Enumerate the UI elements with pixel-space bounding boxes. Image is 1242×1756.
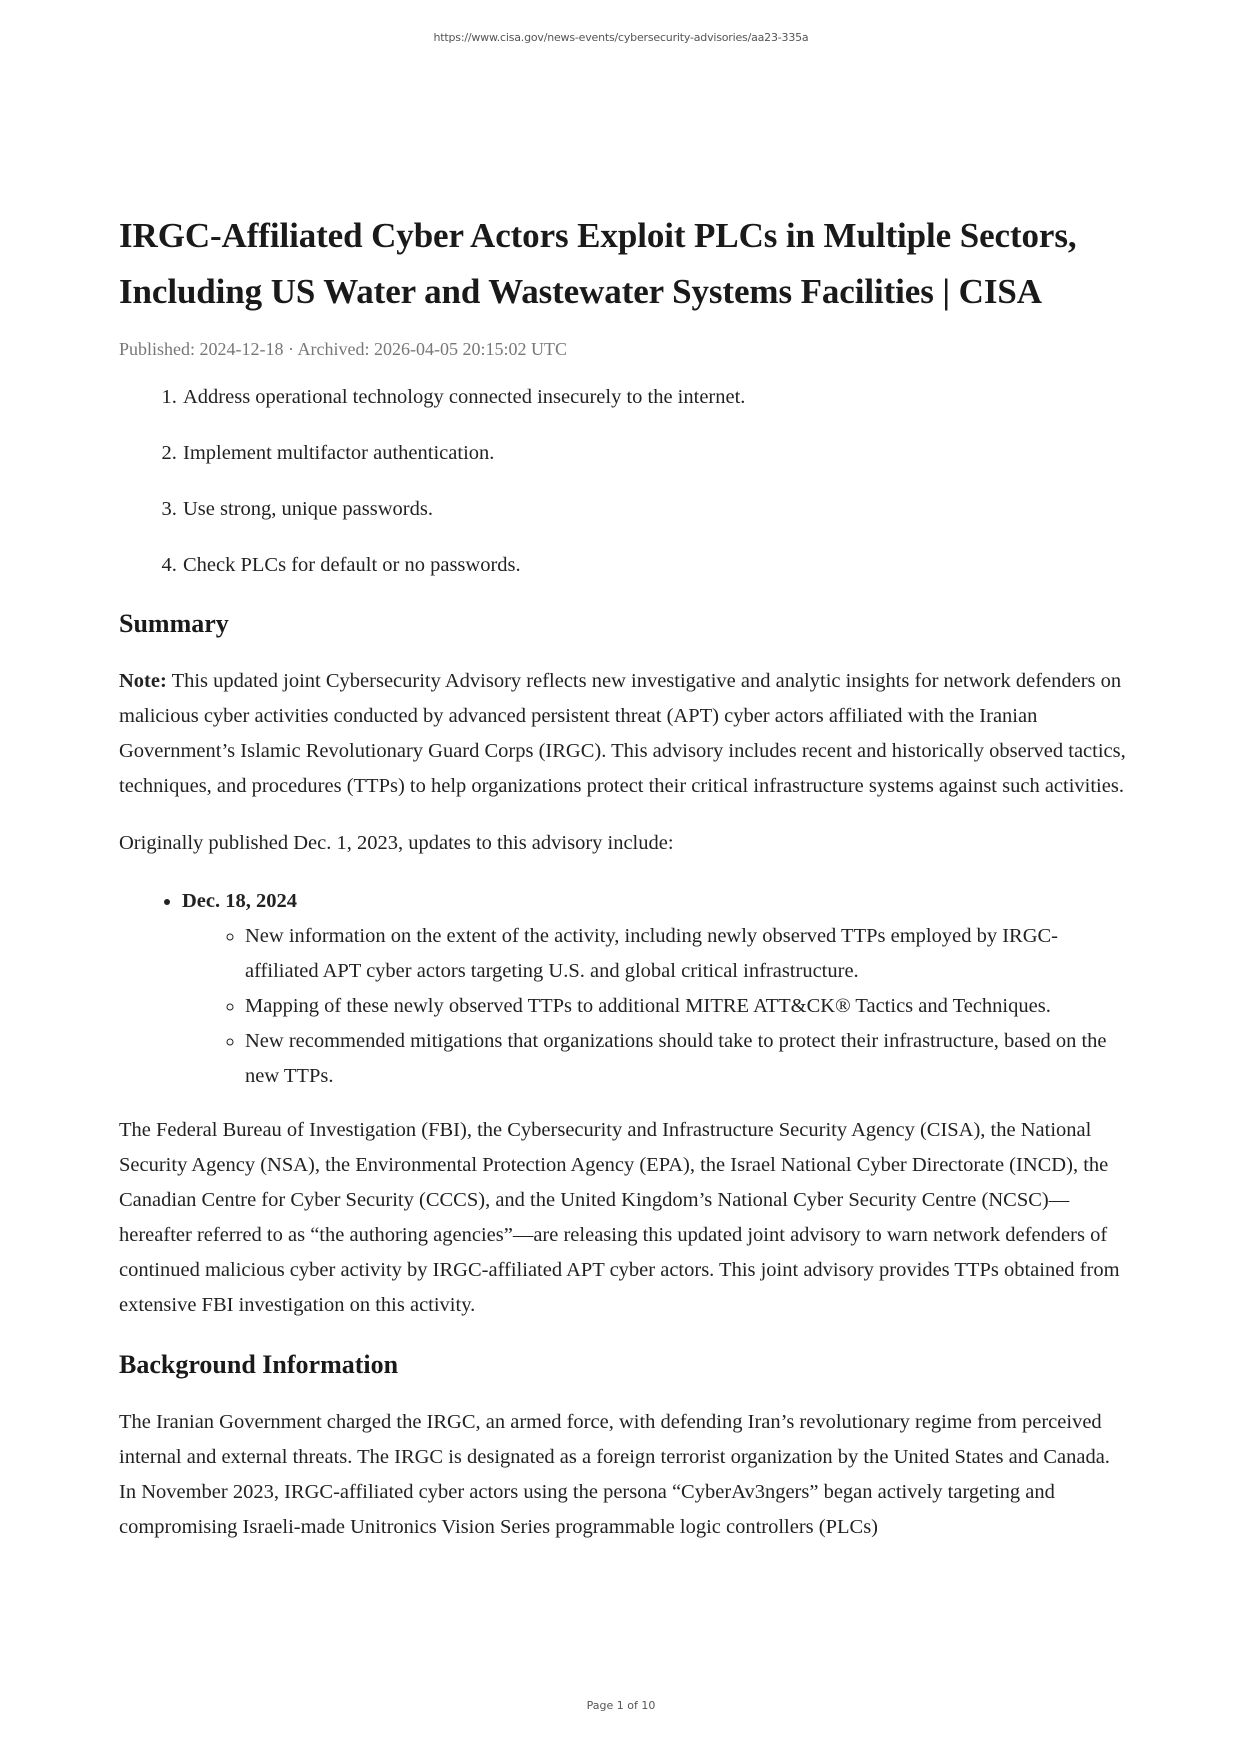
list-item: 1. Address operational technology connected insecurely to the internet. — [182, 382, 1129, 412]
section-heading-summary: Summary — [119, 609, 229, 638]
update-sublist — [182, 919, 1129, 1094]
page-number: Page 1 of 10 — [586, 1699, 656, 1712]
list-item: ◦ Mapping of these newly observed TTPs to additional MITRE ATT&CK® Tactics and Techniques. — [245, 989, 1129, 1024]
note-paragraph — [119, 664, 1129, 804]
list-item: ◦ New recommended mitigations that organizations should take to protect their infrastructure, based on the new TTPs. — [245, 1024, 1129, 1094]
background-paragraph: The Iranian Government charged the IRGC, an armed force, with defending Iran’s revolutionary regime from perceived internal and external threats. The IRGC is designated as a foreign terrorist organization by the United States and Canada. In November 2023, IRGC-affiliated cyber actors using the persona “CyberAv3ngers” began actively targeting and compromising Israeli-made Unitronics Vision Series programmable logic controllers (PLCs) — [119, 1411, 1110, 1538]
publish-meta: Published: 2024-12-18 · Archived: 2026-04-05 20:15:02 UTC — [119, 339, 567, 359]
list-item: ◦ New information on the extent of the activity, including newly observed TTPs employed by IRGC-affiliated APT cyber actors targeting U.S. and global critical infrastructure. — [245, 919, 1129, 989]
list-item: 4. Check PLCs for default or no passwords. — [182, 550, 1129, 580]
originally-published-paragraph: Originally published Dec. 1, 2023, updates to this advisory include: — [119, 832, 674, 854]
list-item: 2. Implement multifactor authentication. — [182, 438, 1129, 468]
update-entry — [182, 884, 1129, 1094]
page-url-header: https://www.cisa.gov/news-events/cybersecurity-advisories/aa23-335a — [433, 31, 809, 44]
section-heading-background: Background Information — [119, 1350, 399, 1379]
agencies-paragraph: The Federal Bureau of Investigation (FBI), the Cybersecurity and Infrastructure Security Agency (CISA), the National Security Agency (NSA), the Environmental Protection Agency (EPA), the Israel National Cyber Directorate (INCD), the Canadian Centre for Cyber Security (CCCS), and the United Kingdom’s National Cyber Security Centre (NCSC)—hereafter referred to as “the authoring agencies”—are releasing this updated joint advisory to warn network defenders of continued malicious cyber activity by IRGC-affiliated APT cyber actors. This joint advisory provides TTPs obtained from extensive FBI investigation on this activity. — [119, 1119, 1120, 1316]
update-date: Dec. 18, 2024 — [182, 890, 298, 912]
note-text: This updated joint Cybersecurity Advisory reflects new investigative and analytic insights for network defenders on malicious cyber activities conducted by advanced persistent threat (APT) cyber actors affiliated with the Iranian Government’s Islamic Revolutionary Guard Corps (IRGC). This advisory includes recent and historically observed tactics, techniques, and procedures (TTPs) to help organizations protect their critical infrastructure systems against such activities. — [119, 670, 1126, 797]
note-label: Note: — [119, 670, 167, 692]
updates-list — [119, 884, 1129, 1094]
page-title: IRGC-Affiliated Cyber Actors Exploit PLCs in Multiple Sectors, Including US Water and Wastewater Systems Facilities | CISA — [119, 216, 1077, 311]
article-content — [119, 208, 1129, 1545]
list-item: 3. Use strong, unique passwords. — [182, 494, 1129, 524]
action-steps-list — [119, 382, 1129, 580]
